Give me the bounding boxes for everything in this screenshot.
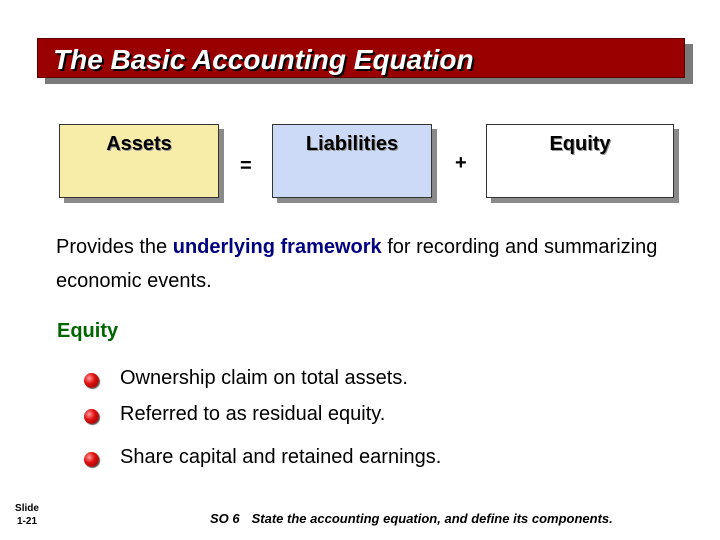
liabilities-label: Liabilities [305,133,399,155]
slide-number [12,502,42,528]
equity-box [486,124,674,198]
bullet-text: Ownership claim on total assets. [120,367,408,389]
liabilities-box [272,124,432,198]
study-objective-code: SO 6 [210,511,240,526]
slide-title: The Basic Accounting Equation [53,44,474,75]
description-after: for recording and summarizing economic events. [56,236,658,292]
study-objective-footer [210,511,613,526]
assets-box [59,124,219,198]
description-emphasis: underlying framework [172,236,382,258]
equals-sign: = [240,155,252,177]
red-sphere-bullet-icon [84,452,99,467]
assets-label: Assets [106,133,172,155]
study-objective-text: State the accounting equation, and define its components. [251,511,613,526]
description-paragraph [56,230,676,298]
red-sphere-bullet-icon [84,409,99,424]
red-sphere-bullet-icon [84,373,99,388]
slide-number-label: Slide [15,503,39,514]
section-heading: Equity [57,320,119,342]
equity-label: Equity [549,133,611,155]
description-before: Provides the [56,236,173,258]
bullet-text: Referred to as residual equity. [120,403,386,425]
title-bar [37,38,685,78]
plus-sign: + [455,152,467,174]
bullet-text: Share capital and retained earnings. [120,446,442,468]
slide-number-value: 1-21 [16,516,37,527]
